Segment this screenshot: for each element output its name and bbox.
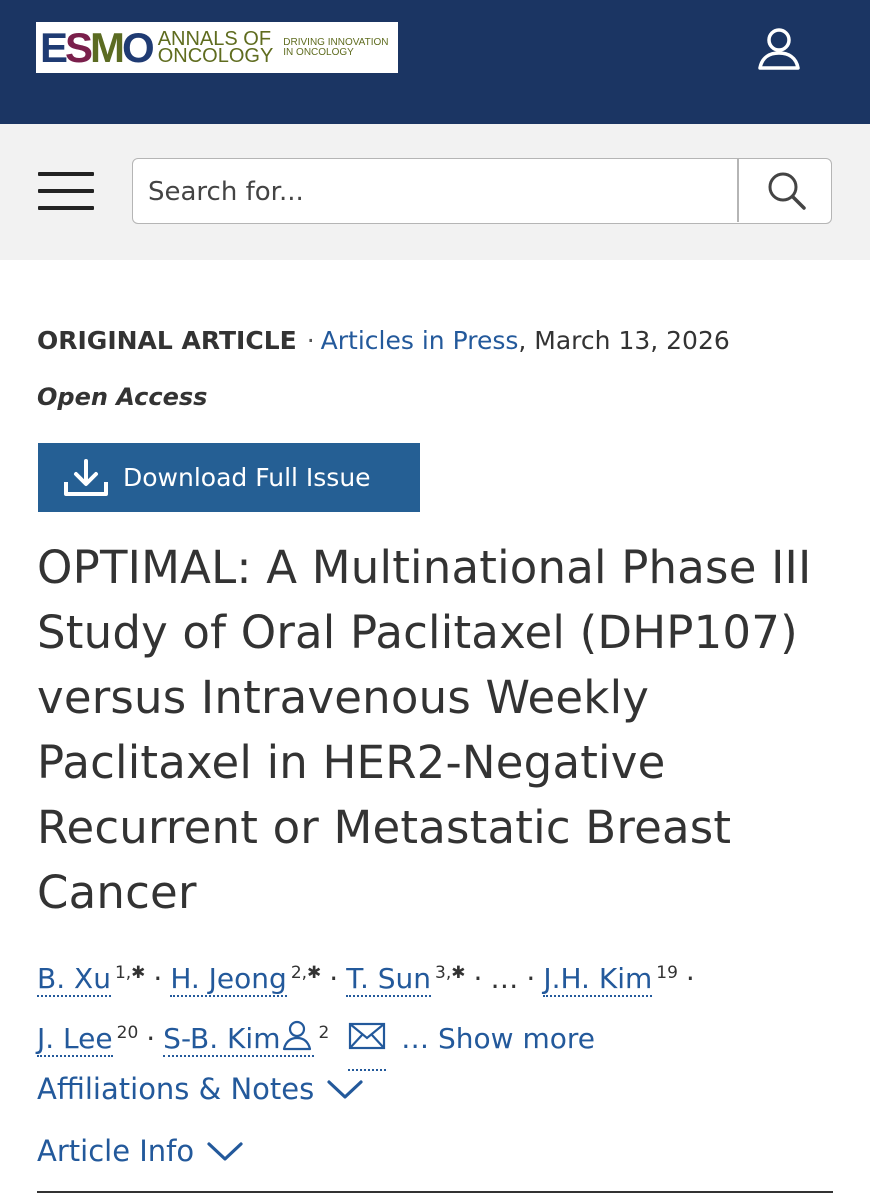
author-link[interactable]: B. Xu [37, 962, 111, 995]
article-meta [37, 326, 730, 355]
author-link[interactable]: J. Lee [37, 1022, 113, 1055]
author-separator: · [526, 962, 536, 995]
journal-name: ANNALS OF ONCOLOGY [157, 27, 274, 67]
download-button-label: Download Full Issue [123, 463, 371, 492]
download-icon [63, 458, 109, 498]
articles-in-press-link[interactable]: Articles in Press [320, 326, 519, 355]
author-separator: · [685, 962, 695, 995]
chevron-down-icon [206, 1139, 244, 1163]
article-title: OPTIMAL: A Multinational Phase III Study of Oral Paclitaxel (DHP107) versus Intravenous Weekly Paclitaxel in HER2-Negative Recurrent or Metastatic Breast Cancer [37, 541, 812, 919]
author-link[interactable]: J.H. Kim [543, 962, 653, 995]
author-affiliation-sup: 3,✱ [435, 963, 466, 983]
author-separator: · [146, 1022, 156, 1055]
author-separator: · [153, 962, 163, 995]
affiliations-notes-toggle[interactable] [37, 1072, 364, 1106]
article-info-label: Article Info [37, 1134, 195, 1168]
open-access-label: Open Access [37, 383, 208, 411]
user-account-button[interactable] [756, 26, 802, 72]
user-icon [756, 26, 802, 72]
esmo-wordmark: ESMO [40, 23, 152, 71]
search-form [132, 158, 832, 224]
search-button[interactable] [741, 159, 831, 222]
email-icon [348, 1021, 386, 1051]
publication-date: , March 13, 2026 [518, 326, 730, 355]
author-affiliation-sup: 2 [318, 1023, 330, 1043]
journal-logo[interactable] [36, 22, 398, 73]
search-input[interactable] [135, 161, 750, 223]
meta-separator: · [306, 326, 315, 355]
author-separator: · [329, 962, 339, 995]
hamburger-menu-button[interactable] [38, 172, 94, 212]
section-divider [37, 1191, 833, 1193]
download-full-issue-button[interactable] [38, 443, 420, 512]
site-header [0, 0, 870, 124]
journal-tagline: DRIVING INNOVATION IN ONCOLOGY [283, 36, 389, 58]
author-list [37, 946, 837, 1071]
chevron-down-icon [326, 1077, 364, 1101]
article-type: ORIGINAL ARTICLE [37, 326, 297, 355]
article-info-toggle[interactable] [37, 1134, 244, 1168]
show-more-authors-link[interactable]: … Show more [401, 1022, 596, 1055]
search-divider [737, 159, 739, 222]
author-ellipsis: … [490, 962, 519, 995]
affiliations-notes-label: Affiliations & Notes [37, 1072, 315, 1106]
author-affiliation-sup: 2,✱ [290, 963, 322, 983]
author-separator: · [473, 962, 483, 995]
author-affiliation-sup: 20 [116, 1023, 139, 1043]
corresponding-author-icon [280, 1018, 314, 1052]
corresponding-author-link[interactable]: S-B. Kim [163, 1022, 314, 1057]
email-author-link[interactable] [348, 1015, 386, 1071]
author-affiliation-sup: 19 [656, 963, 678, 983]
author-link[interactable]: H. Jeong [170, 962, 287, 995]
search-icon [741, 159, 831, 222]
author-link[interactable]: T. Sun [346, 962, 432, 995]
hamburger-menu-icon [38, 172, 94, 176]
author-affiliation-sup: 1,✱ [114, 963, 146, 983]
